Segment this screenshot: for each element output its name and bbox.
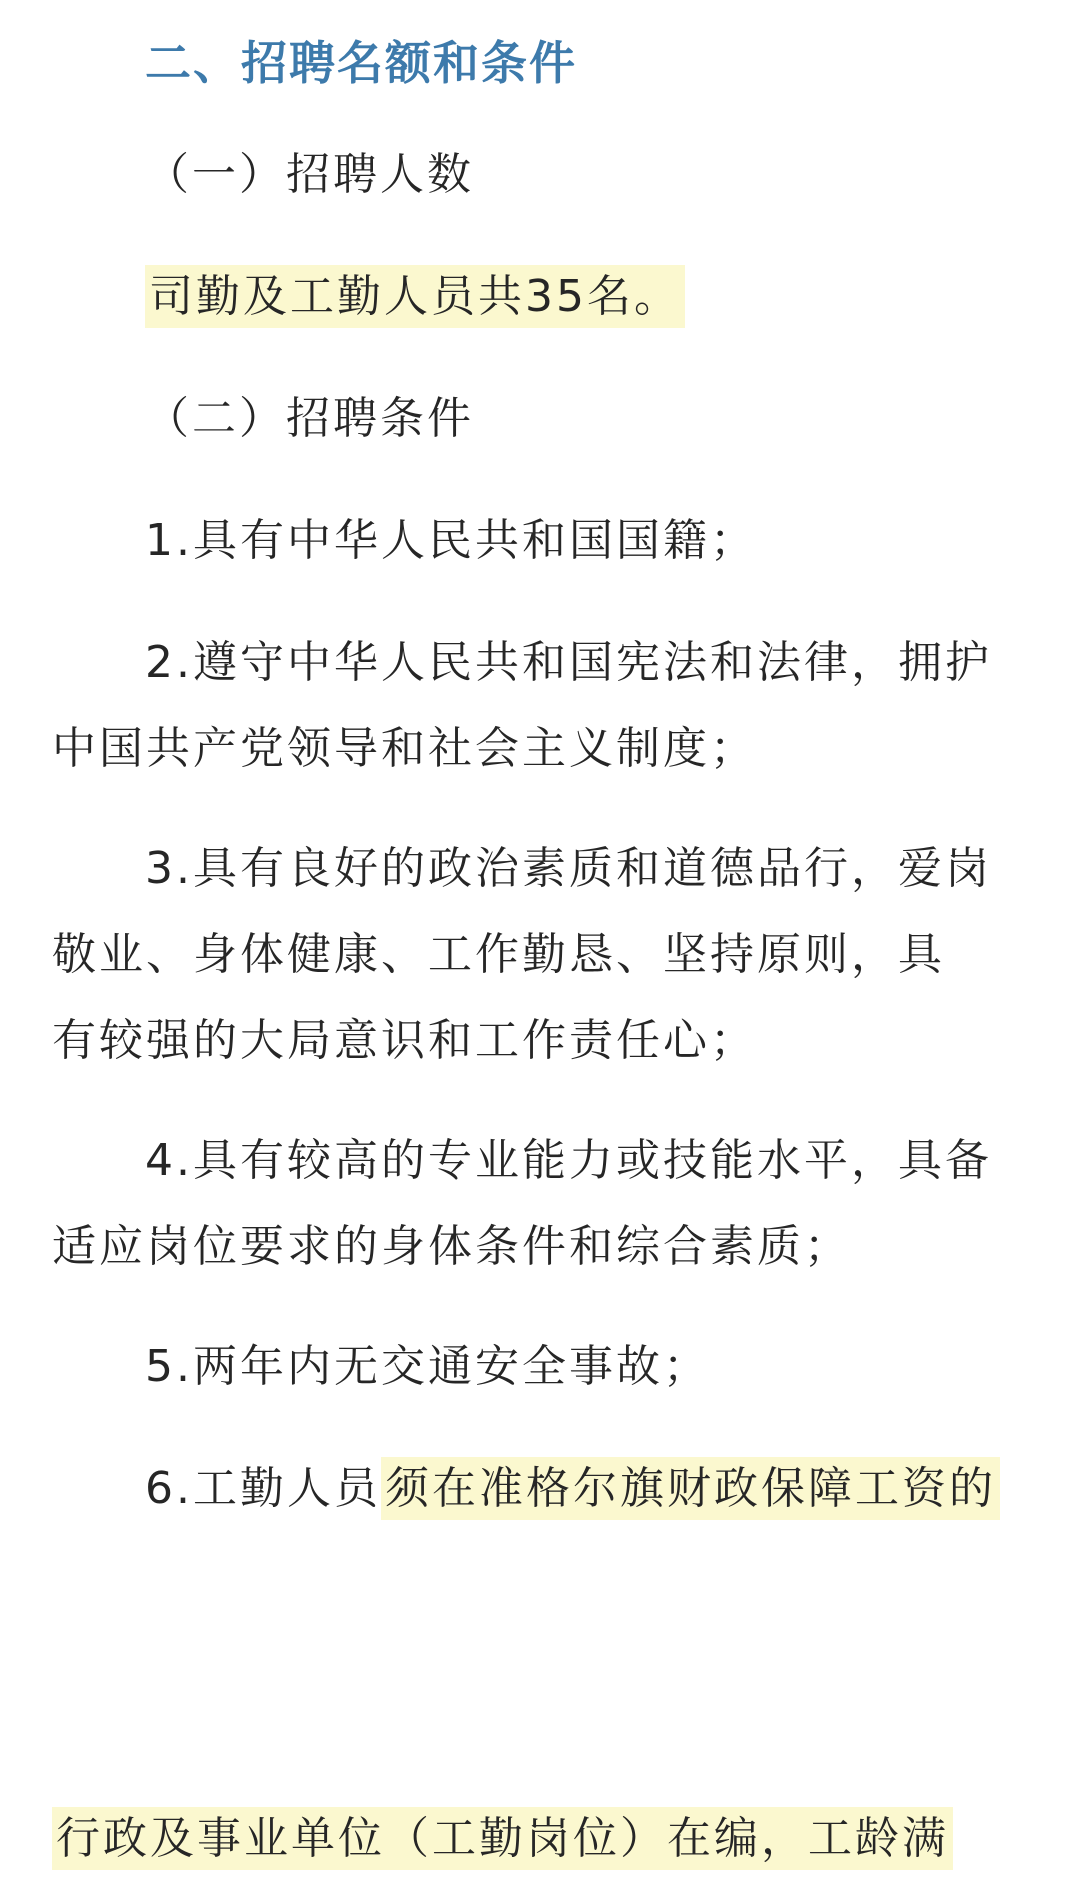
recruit-count-highlight: 司勤及工勤人员共35名。 [145, 265, 685, 328]
condition-item-6-line-1 [145, 1440, 1028, 1538]
condition-item-4-line-2: 适应岗位要求的身体条件和综合素质； [52, 1221, 851, 1272]
condition-item-3-line-3: 有较强的大局意识和工作责任心； [52, 1015, 757, 1066]
recruit-count-paragraph [145, 248, 1028, 346]
condition-item-4-line-1: 4.具有较高的专业能力或技能水平，具备 [145, 1135, 992, 1186]
condition-item-2-line-2: 中国共产党领导和社会主义制度； [52, 723, 757, 774]
condition-item-6-line-2-highlight: 行政及事业单位（工勤岗位）在编，工龄满 [52, 1807, 953, 1870]
condition-item-3-line-2: 敬业、身体健康、工作勤恳、坚持原则，具 [52, 929, 945, 980]
condition-item-5: 5.两年内无交通安全事故； [145, 1341, 710, 1392]
condition-item-3-line-1: 3.具有良好的政治素质和道德品行，爱岗 [145, 843, 992, 894]
condition-item-1: 1.具有中华人民共和国国籍； [145, 515, 757, 566]
condition-item-6-line-2-clipped [52, 1813, 1028, 1864]
subheading-recruit-count: （一）招聘人数 [145, 149, 474, 200]
condition-item-2-line-1: 2.遵守中华人民共和国宪法和法律，拥护 [145, 637, 992, 688]
subheading-recruit-conditions: （二）招聘条件 [145, 393, 474, 444]
condition-item-6-prefix: 6.工勤人员 [145, 1463, 381, 1514]
condition-item-6-highlight: 须在准格尔旗财政保障工资的 [381, 1457, 1000, 1520]
section-heading: 二、招聘名额和条件 [145, 36, 577, 90]
